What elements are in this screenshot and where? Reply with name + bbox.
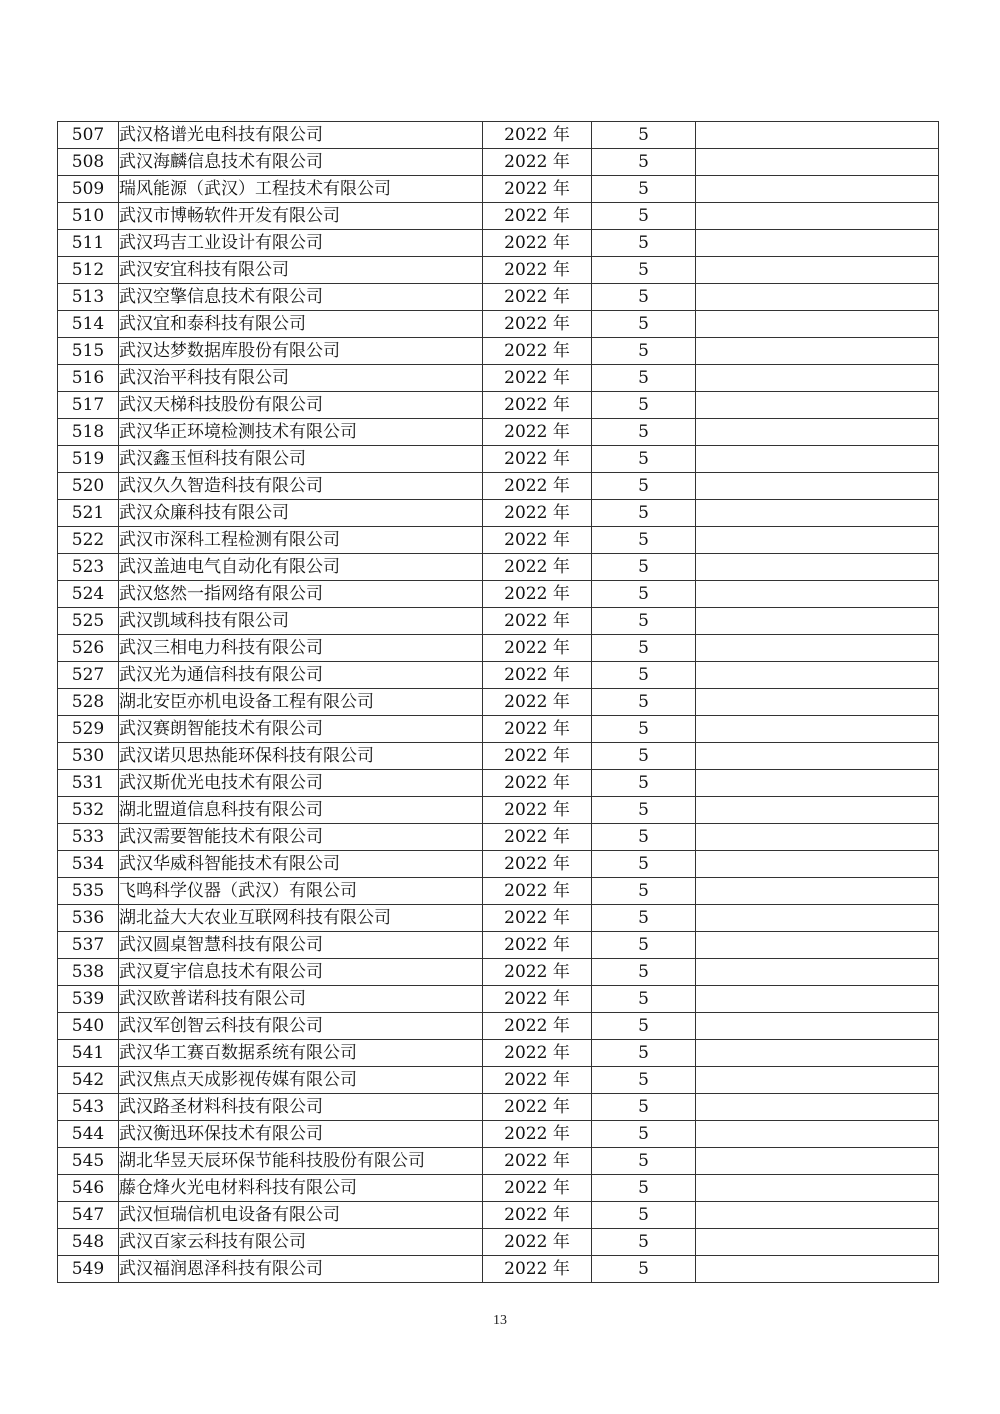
table-row: [58, 608, 939, 635]
table-row: [58, 1202, 939, 1229]
row-number-cell: 511: [58, 230, 119, 257]
table-row: [58, 1148, 939, 1175]
row-number-cell: 531: [58, 770, 119, 797]
note-cell: [696, 770, 939, 797]
year-cell: 2022 年: [483, 1040, 592, 1067]
company-name-cell: 武汉华威科智能技术有限公司: [119, 851, 483, 878]
score-cell: 5: [592, 365, 696, 392]
score-cell: 5: [592, 176, 696, 203]
score-cell: 5: [592, 1256, 696, 1283]
note-cell: [696, 149, 939, 176]
note-cell: [696, 311, 939, 338]
company-name-cell: 武汉华正环境检测技术有限公司: [119, 419, 483, 446]
year-cell: 2022 年: [483, 851, 592, 878]
score-cell: 5: [592, 284, 696, 311]
score-cell: 5: [592, 689, 696, 716]
note-cell: [696, 554, 939, 581]
table-row: [58, 824, 939, 851]
table-row: [58, 770, 939, 797]
table-row: [58, 257, 939, 284]
table-row: [58, 905, 939, 932]
company-name-cell: 飞鸣科学仪器（武汉）有限公司: [119, 878, 483, 905]
row-number-cell: 543: [58, 1094, 119, 1121]
row-number-cell: 530: [58, 743, 119, 770]
row-number-cell: 540: [58, 1013, 119, 1040]
table-row: [58, 851, 939, 878]
table-row: [58, 1175, 939, 1202]
year-cell: 2022 年: [483, 1121, 592, 1148]
company-name-cell: 武汉福润恩泽科技有限公司: [119, 1256, 483, 1283]
company-name-cell: 武汉夏宇信息技术有限公司: [119, 959, 483, 986]
row-number-cell: 534: [58, 851, 119, 878]
year-cell: 2022 年: [483, 1067, 592, 1094]
year-cell: 2022 年: [483, 446, 592, 473]
table-row: [58, 122, 939, 149]
row-number-cell: 549: [58, 1256, 119, 1283]
note-cell: [696, 743, 939, 770]
row-number-cell: 536: [58, 905, 119, 932]
company-name-cell: 武汉悠然一指网络有限公司: [119, 581, 483, 608]
note-cell: [696, 1148, 939, 1175]
table-row: [58, 932, 939, 959]
score-cell: 5: [592, 581, 696, 608]
company-name-cell: 武汉凯域科技有限公司: [119, 608, 483, 635]
note-cell: [696, 1094, 939, 1121]
company-name-cell: 武汉诺贝思热能环保科技有限公司: [119, 743, 483, 770]
row-number-cell: 514: [58, 311, 119, 338]
year-cell: 2022 年: [483, 527, 592, 554]
note-cell: [696, 122, 939, 149]
year-cell: 2022 年: [483, 176, 592, 203]
score-cell: 5: [592, 473, 696, 500]
table-row: [58, 284, 939, 311]
company-name-cell: 武汉鑫玉恒科技有限公司: [119, 446, 483, 473]
row-number-cell: 524: [58, 581, 119, 608]
note-cell: [696, 959, 939, 986]
note-cell: [696, 1067, 939, 1094]
score-cell: 5: [592, 149, 696, 176]
row-number-cell: 525: [58, 608, 119, 635]
company-name-cell: 武汉玛吉工业设计有限公司: [119, 230, 483, 257]
year-cell: 2022 年: [483, 122, 592, 149]
company-name-cell: 武汉海麟信息技术有限公司: [119, 149, 483, 176]
company-name-cell: 湖北盟道信息科技有限公司: [119, 797, 483, 824]
score-cell: 5: [592, 446, 696, 473]
company-name-cell: 武汉百家云科技有限公司: [119, 1229, 483, 1256]
note-cell: [696, 878, 939, 905]
note-cell: [696, 1121, 939, 1148]
year-cell: 2022 年: [483, 230, 592, 257]
row-number-cell: 532: [58, 797, 119, 824]
note-cell: [696, 257, 939, 284]
table-body: [58, 122, 939, 1283]
note-cell: [696, 446, 939, 473]
company-name-cell: 武汉焦点天成影视传媒有限公司: [119, 1067, 483, 1094]
score-cell: 5: [592, 527, 696, 554]
year-cell: 2022 年: [483, 1094, 592, 1121]
score-cell: 5: [592, 1067, 696, 1094]
year-cell: 2022 年: [483, 257, 592, 284]
score-cell: 5: [592, 257, 696, 284]
company-name-cell: 湖北益大大农业互联网科技有限公司: [119, 905, 483, 932]
table-row: [58, 878, 939, 905]
year-cell: 2022 年: [483, 1256, 592, 1283]
row-number-cell: 522: [58, 527, 119, 554]
row-number-cell: 545: [58, 1148, 119, 1175]
year-cell: 2022 年: [483, 743, 592, 770]
year-cell: 2022 年: [483, 1013, 592, 1040]
year-cell: 2022 年: [483, 770, 592, 797]
row-number-cell: 510: [58, 203, 119, 230]
company-name-cell: 武汉华工赛百数据系统有限公司: [119, 1040, 483, 1067]
company-name-cell: 武汉恒瑞信机电设备有限公司: [119, 1202, 483, 1229]
score-cell: 5: [592, 1040, 696, 1067]
company-name-cell: 武汉安宜科技有限公司: [119, 257, 483, 284]
company-name-cell: 武汉圆桌智慧科技有限公司: [119, 932, 483, 959]
year-cell: 2022 年: [483, 716, 592, 743]
table-row: [58, 1121, 939, 1148]
company-name-cell: 瑞风能源（武汉）工程技术有限公司: [119, 176, 483, 203]
note-cell: [696, 230, 939, 257]
row-number-cell: 512: [58, 257, 119, 284]
row-number-cell: 548: [58, 1229, 119, 1256]
table-row: [58, 554, 939, 581]
year-cell: 2022 年: [483, 365, 592, 392]
note-cell: [696, 284, 939, 311]
row-number-cell: 519: [58, 446, 119, 473]
company-name-cell: 武汉斯优光电技术有限公司: [119, 770, 483, 797]
note-cell: [696, 851, 939, 878]
score-cell: 5: [592, 743, 696, 770]
company-name-cell: 武汉光为通信科技有限公司: [119, 662, 483, 689]
score-cell: 5: [592, 230, 696, 257]
year-cell: 2022 年: [483, 986, 592, 1013]
year-cell: 2022 年: [483, 635, 592, 662]
year-cell: 2022 年: [483, 554, 592, 581]
row-number-cell: 509: [58, 176, 119, 203]
table-row: [58, 500, 939, 527]
note-cell: [696, 797, 939, 824]
company-name-cell: 武汉天梯科技股份有限公司: [119, 392, 483, 419]
score-cell: 5: [592, 986, 696, 1013]
note-cell: [696, 473, 939, 500]
year-cell: 2022 年: [483, 581, 592, 608]
table-row: [58, 392, 939, 419]
row-number-cell: 515: [58, 338, 119, 365]
note-cell: [696, 203, 939, 230]
note-cell: [696, 527, 939, 554]
note-cell: [696, 392, 939, 419]
score-cell: 5: [592, 392, 696, 419]
note-cell: [696, 365, 939, 392]
note-cell: [696, 338, 939, 365]
year-cell: 2022 年: [483, 1229, 592, 1256]
company-name-cell: 武汉赛朗智能技术有限公司: [119, 716, 483, 743]
note-cell: [696, 1040, 939, 1067]
year-cell: 2022 年: [483, 608, 592, 635]
row-number-cell: 528: [58, 689, 119, 716]
year-cell: 2022 年: [483, 1148, 592, 1175]
row-number-cell: 517: [58, 392, 119, 419]
note-cell: [696, 500, 939, 527]
company-name-cell: 武汉久久智造科技有限公司: [119, 473, 483, 500]
table-row: [58, 743, 939, 770]
score-cell: 5: [592, 311, 696, 338]
score-cell: 5: [592, 500, 696, 527]
year-cell: 2022 年: [483, 689, 592, 716]
row-number-cell: 533: [58, 824, 119, 851]
row-number-cell: 537: [58, 932, 119, 959]
note-cell: [696, 1256, 939, 1283]
company-name-cell: 武汉达梦数据库股份有限公司: [119, 338, 483, 365]
score-cell: 5: [592, 824, 696, 851]
score-cell: 5: [592, 959, 696, 986]
table-row: [58, 797, 939, 824]
year-cell: 2022 年: [483, 473, 592, 500]
table-row: [58, 203, 939, 230]
note-cell: [696, 824, 939, 851]
year-cell: 2022 年: [483, 1175, 592, 1202]
table-row: [58, 959, 939, 986]
score-cell: 5: [592, 797, 696, 824]
year-cell: 2022 年: [483, 797, 592, 824]
year-cell: 2022 年: [483, 824, 592, 851]
table-row: [58, 419, 939, 446]
note-cell: [696, 716, 939, 743]
score-cell: 5: [592, 716, 696, 743]
year-cell: 2022 年: [483, 203, 592, 230]
note-cell: [696, 1175, 939, 1202]
score-cell: 5: [592, 662, 696, 689]
year-cell: 2022 年: [483, 311, 592, 338]
table-row: [58, 149, 939, 176]
company-name-cell: 武汉路圣材料科技有限公司: [119, 1094, 483, 1121]
row-number-cell: 535: [58, 878, 119, 905]
company-name-cell: 湖北安臣亦机电设备工程有限公司: [119, 689, 483, 716]
table-row: [58, 338, 939, 365]
row-number-cell: 539: [58, 986, 119, 1013]
score-cell: 5: [592, 851, 696, 878]
year-cell: 2022 年: [483, 662, 592, 689]
row-number-cell: 507: [58, 122, 119, 149]
row-number-cell: 529: [58, 716, 119, 743]
row-number-cell: 546: [58, 1175, 119, 1202]
company-name-cell: 武汉军创智云科技有限公司: [119, 1013, 483, 1040]
score-cell: 5: [592, 878, 696, 905]
row-number-cell: 527: [58, 662, 119, 689]
table-row: [58, 527, 939, 554]
note-cell: [696, 662, 939, 689]
page-number: 13: [493, 1313, 507, 1328]
table-row: [58, 1229, 939, 1256]
note-cell: [696, 1229, 939, 1256]
note-cell: [696, 905, 939, 932]
row-number-cell: 547: [58, 1202, 119, 1229]
row-number-cell: 520: [58, 473, 119, 500]
table-row: [58, 176, 939, 203]
company-name-cell: 武汉盖迪电气自动化有限公司: [119, 554, 483, 581]
company-name-cell: 武汉欧普诺科技有限公司: [119, 986, 483, 1013]
note-cell: [696, 581, 939, 608]
table-row: [58, 1067, 939, 1094]
score-cell: 5: [592, 608, 696, 635]
row-number-cell: 513: [58, 284, 119, 311]
year-cell: 2022 年: [483, 905, 592, 932]
score-cell: 5: [592, 419, 696, 446]
row-number-cell: 516: [58, 365, 119, 392]
company-name-cell: 武汉宜和泰科技有限公司: [119, 311, 483, 338]
table-row: [58, 1040, 939, 1067]
row-number-cell: 541: [58, 1040, 119, 1067]
company-name-cell: 湖北华昱天辰环保节能科技股份有限公司: [119, 1148, 483, 1175]
row-number-cell: 544: [58, 1121, 119, 1148]
table-row: [58, 365, 939, 392]
table-row: [58, 1013, 939, 1040]
company-name-cell: 藤仓烽火光电材料科技有限公司: [119, 1175, 483, 1202]
table-row: [58, 635, 939, 662]
table-row: [58, 986, 939, 1013]
note-cell: [696, 1202, 939, 1229]
company-name-cell: 武汉众廉科技有限公司: [119, 500, 483, 527]
company-name-cell: 武汉三相电力科技有限公司: [119, 635, 483, 662]
table-row: [58, 446, 939, 473]
score-cell: 5: [592, 1229, 696, 1256]
year-cell: 2022 年: [483, 338, 592, 365]
score-cell: 5: [592, 770, 696, 797]
year-cell: 2022 年: [483, 149, 592, 176]
score-cell: 5: [592, 932, 696, 959]
year-cell: 2022 年: [483, 392, 592, 419]
year-cell: 2022 年: [483, 932, 592, 959]
note-cell: [696, 608, 939, 635]
year-cell: 2022 年: [483, 1202, 592, 1229]
table-row: [58, 311, 939, 338]
row-number-cell: 523: [58, 554, 119, 581]
note-cell: [696, 419, 939, 446]
score-cell: 5: [592, 122, 696, 149]
row-number-cell: 508: [58, 149, 119, 176]
company-name-cell: 武汉格谱光电科技有限公司: [119, 122, 483, 149]
table-row: [58, 581, 939, 608]
company-name-cell: 武汉需要智能技术有限公司: [119, 824, 483, 851]
company-name-cell: 武汉市博畅软件开发有限公司: [119, 203, 483, 230]
table-row: [58, 230, 939, 257]
row-number-cell: 526: [58, 635, 119, 662]
company-name-cell: 武汉空擎信息技术有限公司: [119, 284, 483, 311]
note-cell: [696, 1013, 939, 1040]
company-list-table: [57, 121, 939, 1283]
table-row: [58, 1094, 939, 1121]
score-cell: 5: [592, 1013, 696, 1040]
row-number-cell: 538: [58, 959, 119, 986]
row-number-cell: 542: [58, 1067, 119, 1094]
note-cell: [696, 986, 939, 1013]
score-cell: 5: [592, 635, 696, 662]
year-cell: 2022 年: [483, 878, 592, 905]
score-cell: 5: [592, 338, 696, 365]
table-row: [58, 1256, 939, 1283]
score-cell: 5: [592, 1148, 696, 1175]
table-row: [58, 473, 939, 500]
score-cell: 5: [592, 1121, 696, 1148]
note-cell: [696, 635, 939, 662]
row-number-cell: 518: [58, 419, 119, 446]
table-row: [58, 689, 939, 716]
table-row: [58, 716, 939, 743]
company-name-cell: 武汉市深科工程检测有限公司: [119, 527, 483, 554]
table-row: [58, 662, 939, 689]
year-cell: 2022 年: [483, 284, 592, 311]
note-cell: [696, 932, 939, 959]
score-cell: 5: [592, 203, 696, 230]
note-cell: [696, 689, 939, 716]
year-cell: 2022 年: [483, 500, 592, 527]
company-name-cell: 武汉治平科技有限公司: [119, 365, 483, 392]
score-cell: 5: [592, 1202, 696, 1229]
year-cell: 2022 年: [483, 419, 592, 446]
note-cell: [696, 176, 939, 203]
score-cell: 5: [592, 554, 696, 581]
score-cell: 5: [592, 1094, 696, 1121]
year-cell: 2022 年: [483, 959, 592, 986]
company-name-cell: 武汉衡迅环保技术有限公司: [119, 1121, 483, 1148]
score-cell: 5: [592, 905, 696, 932]
row-number-cell: 521: [58, 500, 119, 527]
score-cell: 5: [592, 1175, 696, 1202]
